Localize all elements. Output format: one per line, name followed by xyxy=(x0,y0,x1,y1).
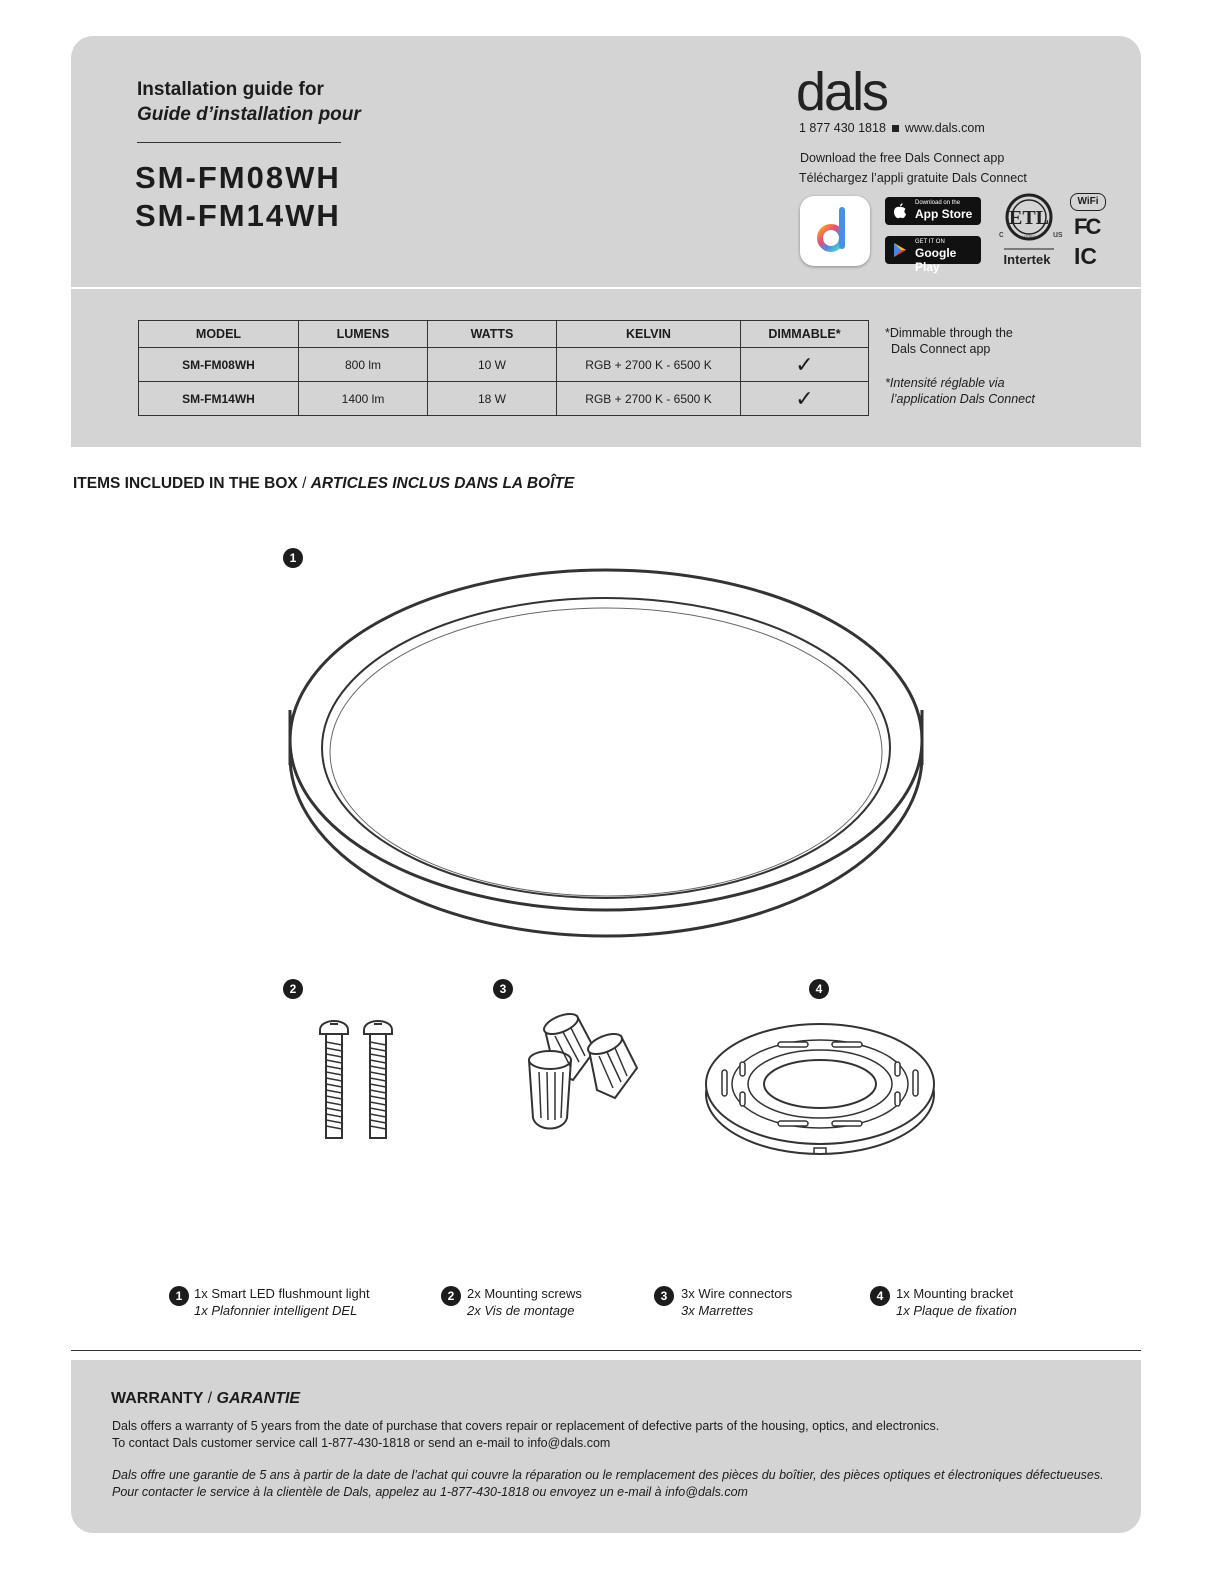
note-line: Dals Connect app xyxy=(891,342,991,356)
title-separator: / xyxy=(207,1390,213,1407)
warranty-title xyxy=(111,1390,300,1408)
col-header-watts: WATTS xyxy=(428,321,557,348)
item-caption-en: 1x Smart LED flushmount light xyxy=(194,1286,370,1301)
model-number-1: SM-FM08WH xyxy=(135,160,341,195)
item-caption-en: 3x Wire connectors xyxy=(681,1286,793,1301)
cell-kelvin: RGB + 2700 K - 6500 K xyxy=(557,348,741,382)
title-separator: / xyxy=(302,475,307,492)
app-store-badge[interactable] xyxy=(885,197,981,225)
etl-c-text: c xyxy=(999,229,1004,239)
header-divider xyxy=(71,287,1141,289)
app-store-label: App Store xyxy=(915,207,973,221)
guide-title-en: Installation guide for xyxy=(137,79,324,100)
warranty-text-fr xyxy=(112,1467,1104,1501)
spec-table xyxy=(138,320,869,416)
items-title-en: ITEMS INCLUDED IN THE BOX xyxy=(73,475,298,492)
wifi-certified-icon: WiFi xyxy=(1070,193,1106,211)
item-caption-en: 2x Mounting screws xyxy=(467,1286,582,1301)
wire-connectors-illustration xyxy=(515,1010,645,1135)
col-header-model: MODEL xyxy=(139,321,299,348)
google-play-small-text: GET IT ON xyxy=(915,239,945,245)
mounting-bracket-illustration xyxy=(700,1012,940,1162)
item-caption-fr: 1x Plaque de fixation xyxy=(896,1303,1017,1318)
col-header-lumens: LUMENS xyxy=(299,321,428,348)
app-store-small-text: Download on the xyxy=(915,200,961,206)
item-number-badge: 1 xyxy=(283,548,303,568)
table-row xyxy=(139,348,869,382)
cell-watts: 18 W xyxy=(428,382,557,416)
etl-certification-icon xyxy=(996,193,1066,273)
item-caption-fr: 2x Vis de montage xyxy=(467,1303,575,1318)
note-line: l’application Dals Connect xyxy=(891,392,1035,406)
col-header-dimmable: DIMMABLE* xyxy=(741,321,869,348)
warranty-line: To contact Dals customer service call 1-877-430-1818 or send an e-mail to info@dals.com xyxy=(112,1436,611,1450)
item-number-badge: 2 xyxy=(441,1286,461,1306)
ic-icon: IC xyxy=(1074,243,1097,269)
item-number-badge: 3 xyxy=(654,1286,674,1306)
note-line: *Dimmable through the xyxy=(885,326,1013,340)
fcc-icon: FC xyxy=(1074,214,1100,239)
etl-listed-mark xyxy=(996,193,1066,273)
dals-logo: dals xyxy=(796,62,888,122)
dimmable-note-fr xyxy=(885,375,1035,407)
title-divider xyxy=(137,142,341,143)
etl-us-text: us xyxy=(1053,229,1063,239)
items-title-fr: ARTICLES INCLUS DANS LA BOÎTE xyxy=(310,475,575,492)
cell-kelvin: RGB + 2700 K - 6500 K xyxy=(557,382,741,416)
item-caption-fr: 3x Marrettes xyxy=(681,1303,754,1318)
dals-connect-app-icon[interactable] xyxy=(800,196,870,266)
intertek-text: Intertek xyxy=(1003,252,1051,267)
phone-number: 1 877 430 1818 xyxy=(799,121,886,135)
cell-lumens: 800 lm xyxy=(299,348,428,382)
etl-listed-text: LISTED xyxy=(1021,234,1037,239)
google-play-label: Google Play xyxy=(915,246,957,274)
flushmount-light-illustration xyxy=(280,560,930,950)
google-play-badge[interactable] xyxy=(885,236,981,274)
col-header-kelvin: KELVIN xyxy=(557,321,741,348)
cell-model: SM-FM08WH xyxy=(139,348,299,382)
checkmark-icon: ✓ xyxy=(741,382,869,416)
warranty-line: Pour contacter le service à la clientèle de Dals, appelez au 1-877-430-1818 ou envoyez un e-mail à info@dals.com xyxy=(112,1485,748,1499)
google-play-icon xyxy=(893,242,907,258)
note-line: *Intensité réglable via xyxy=(885,376,1005,390)
dimmable-note-en xyxy=(885,325,1013,357)
warranty-line: Dals offre une garantie de 5 ans à partir de la date de l’achat qui couvre la réparation ou le remplacement des pièces du boîtier, des pièces optiques et électroniques défectueuses. xyxy=(112,1468,1104,1482)
items-section-title xyxy=(73,475,574,493)
item-caption-fr: 1x Plafonnier intelligent DEL xyxy=(194,1303,358,1318)
mounting-screws-illustration xyxy=(310,1012,410,1144)
item-number-badge: 3 xyxy=(493,979,513,999)
svg-text:ETL: ETL xyxy=(1008,207,1050,229)
model-number-2: SM-FM14WH xyxy=(135,198,341,233)
warranty-title-en: WARRANTY xyxy=(111,1390,204,1407)
cell-watts: 10 W xyxy=(428,348,557,382)
cell-model: SM-FM14WH xyxy=(139,382,299,416)
cell-lumens: 1400 lm xyxy=(299,382,428,416)
item-caption-en: 1x Mounting bracket xyxy=(896,1286,1014,1301)
download-app-en: Download the free Dals Connect app xyxy=(800,151,1005,165)
section-divider xyxy=(71,1350,1141,1351)
item-number-badge: 4 xyxy=(870,1286,890,1306)
warranty-text-en xyxy=(112,1418,939,1452)
download-app-fr: Téléchargez l’appli gratuite Dals Connect xyxy=(799,171,1027,185)
warranty-line: Dals offers a warranty of 5 years from the date of purchase that covers repair or replacement of defective parts of the housing, optics, and electronics. xyxy=(112,1419,940,1433)
table-row xyxy=(139,382,869,416)
warranty-title-fr: GARANTIE xyxy=(216,1390,301,1407)
item-number-badge: 4 xyxy=(809,979,829,999)
apple-icon xyxy=(893,203,907,219)
guide-title-fr: Guide d’installation pour xyxy=(137,104,361,125)
contact-line xyxy=(799,121,985,135)
item-number-badge: 2 xyxy=(283,979,303,999)
square-bullet-icon xyxy=(892,125,899,132)
item-number-badge: 1 xyxy=(169,1286,189,1306)
website-link[interactable]: www.dals.com xyxy=(904,121,985,135)
spec-table-header-row xyxy=(139,321,869,348)
checkmark-icon: ✓ xyxy=(741,348,869,382)
